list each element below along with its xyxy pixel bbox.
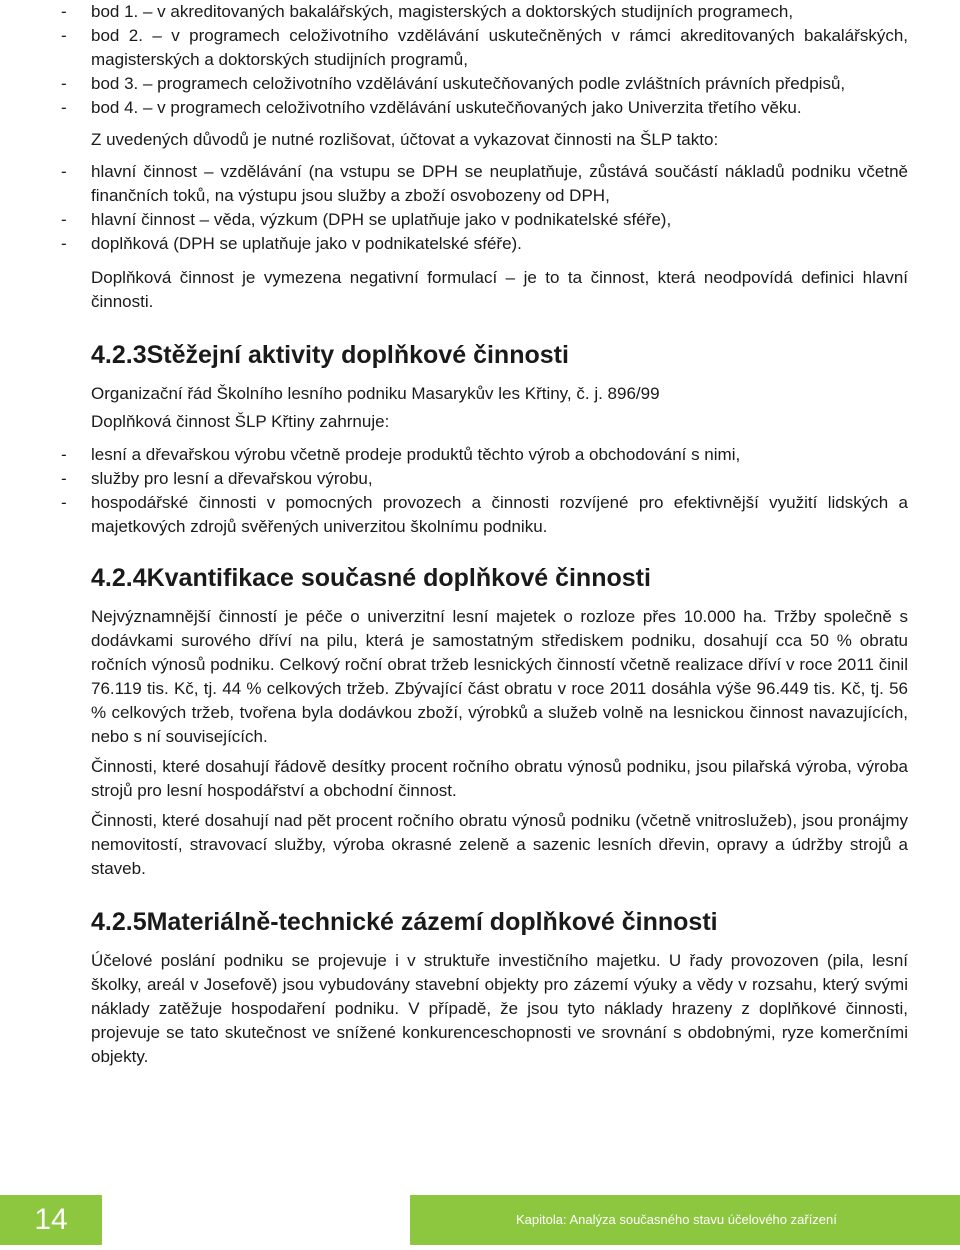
definition-paragraph: Doplňková činnost je vymezena negativní formulací – je to ta činnost, která neodpovídá definici hlavní činnosti. <box>91 268 908 311</box>
chapter-footer: Kapitola: Analýza současného stavu účelového zařízení <box>410 1195 960 1245</box>
list-item: - bod 4. – v programech celoživotního vzdělávání uskutečňovaných jako Univerzita třetího věku. <box>31 96 908 120</box>
section-424-paragraph-1: Nejvýznamnější činností je péče o univerzitní lesní majetek o rozloze přes 10.000 ha. Tržby společně s dodávkami surového dříví na pilu, která je samostatným střediskem podniku, dosahují cca 50 % obratu ročních výnosů podniku. Celkový roční obrat tržeb lesnických činností včetně realizace dříví v roce 2011 činil 76.119 tis. Kč, tj. 44 % celkových tržeb. Zbývající část obratu v roce 2011 dosáhla výše 96.449 tis. Kč, tj. 56 % celkových tržeb, tvořena byla dodávkou zboží, výrobků a služeb volně na lesnickou činnost navazujících, nebo s ní souvisejících. <box>91 607 908 746</box>
section-425-paragraph-1: Účelové poslání podniku se projevuje i v struktuře investičního majetku. U řady provozoven (pila, lesní školky, areál v Josefově) jsou vybudovány stavební objekty pro zázemí výuky a vědy v rozsahu, který svými náklady zatěžuje hospodaření podniku. V případě, že jsou tyto náklady hrazeny z doplňkové činnosti, projevuje se tato skutečnost ve snížené konkurenceschopnosti ve srovnání s obdobnými, ryze komerčními objekty. <box>91 951 908 1066</box>
section-424-paragraph-3: Činnosti, které dosahují nad pět procent ročního obratu výnosů podniku (včetně vnitroslužeb), jsou pronájmy nemovitostí, stravovací služby, výroba okrasné zeleně a sazenic lesních dřevin, opravy a údržby strojů a staveb. <box>91 811 908 878</box>
list-item: - bod 2. – v programech celoživotního vzdělávání uskutečněných v rámci akreditovaných bakalářských, magisterských a doktorských studijních programů, <box>31 24 908 72</box>
study-programs-list <box>91 0 908 120</box>
supplementary-activities-list <box>91 443 908 539</box>
section-heading-425: 4.2.5Materiálně-technické zázemí doplňkové činnosti <box>91 908 718 936</box>
document-body <box>91 0 908 1069</box>
section-424-paragraph-2: Činnosti, které dosahují řádově desítky procent ročního obratu výnosů podniku, jsou pilařská výroba, výroba strojů pro lesní hospodářství a obchodní činnost. <box>91 757 908 800</box>
intro-paragraph: Z uvedených důvodů je nutné rozlišovat, účtovat a vykazovat činnosti na ŠLP takto: <box>91 130 719 149</box>
list-item: - hlavní činnost – věda, výzkum (DPH se uplatňuje jako v podnikatelské sféře), <box>31 208 908 232</box>
section-heading-423: 4.2.3Stěžejní aktivity doplňkové činnosti <box>91 341 569 369</box>
list-item: - hlavní činnost – vzdělávání (na vstupu se DPH se neuplatňuje, zůstává součástí nákladů podniku včetně finančních toků, na výstupu jsou služby a zboží osvobozeny od DPH, <box>31 160 908 208</box>
list-item: - doplňková (DPH se uplatňuje jako v podnikatelské sféře). <box>31 232 908 256</box>
list-item: - služby pro lesní a dřevařskou výrobu, <box>31 467 908 491</box>
list-item: - lesní a dřevařskou výrobu včetně prodeje produktů těchto výrob a obchodování s nimi, <box>31 443 908 467</box>
page-number: 14 <box>0 1195 102 1245</box>
list-item: - bod 3. – programech celoživotního vzdělávání uskutečňovaných podle zvláštních právních předpisů, <box>31 72 908 96</box>
list-item: - bod 1. – v akreditovaných bakalářských, magisterských a doktorských studijních programech, <box>31 0 908 24</box>
activities-list <box>91 160 908 256</box>
section-423-line2: Doplňková činnost ŠLP Křtiny zahrnuje: <box>91 412 390 431</box>
section-heading-424: 4.2.4Kvantifikace současné doplňkové činnosti <box>91 564 651 592</box>
list-item: - hospodářské činnosti v pomocných provozech a činnosti rozvíjené pro efektivnější využití lidských a majetkových zdrojů svěřených univerzitou školnímu podniku. <box>31 491 908 539</box>
section-423-line1: Organizační řád Školního lesního podniku Masarykův les Křtiny, č. j. 896/99 <box>91 384 660 403</box>
